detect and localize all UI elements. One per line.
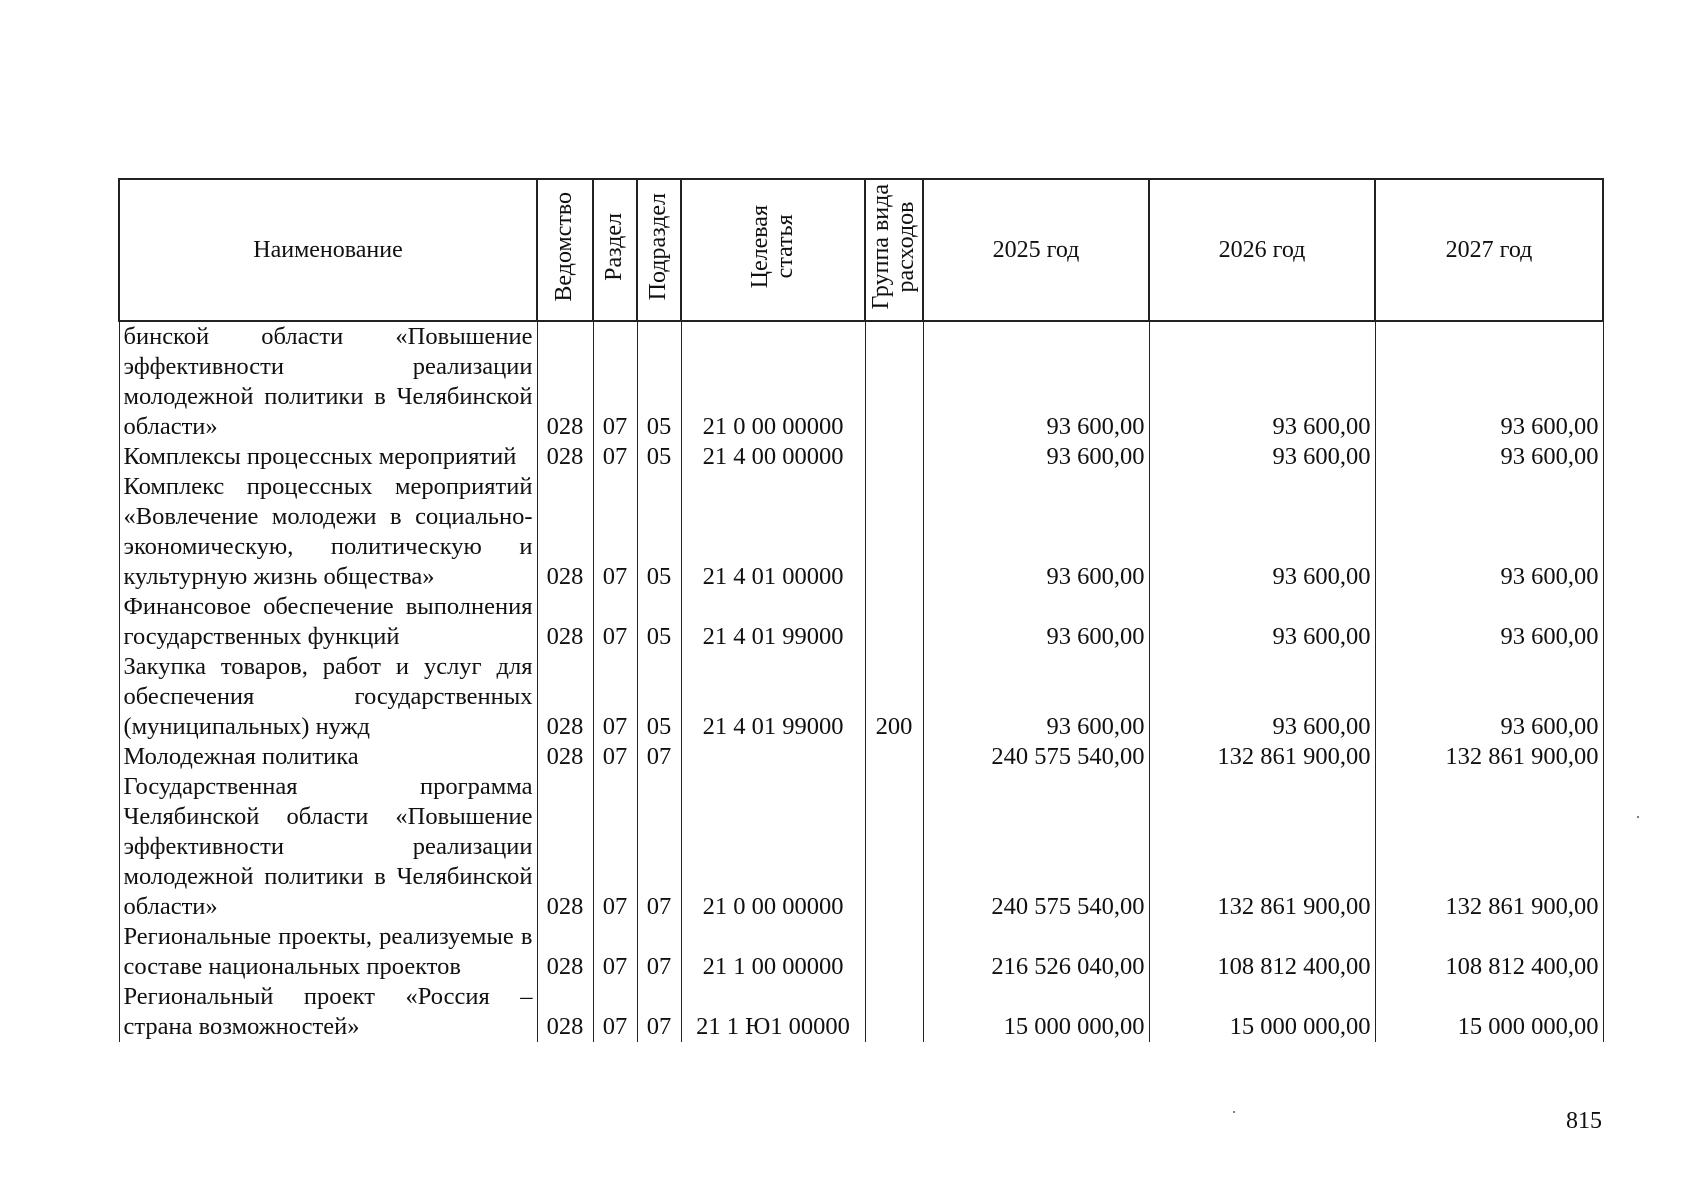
row-gruppa — [865, 982, 923, 1042]
table-row — [119, 742, 1603, 772]
row-2026: 93 600,00 — [1149, 652, 1375, 742]
row-2027: 93 600,00 — [1375, 472, 1603, 592]
row-vedomstvo: 028 — [537, 652, 593, 742]
budget-table — [118, 178, 1604, 1042]
row-2026: 132 861 900,00 — [1149, 772, 1375, 922]
header-name — [119, 179, 537, 321]
row-razdel: 07 — [593, 742, 637, 772]
header-name-label: Наименование — [253, 236, 403, 263]
header-gruppa-label — [869, 184, 919, 309]
row-2025: 93 600,00 — [923, 321, 1149, 442]
row-podrazdel: 07 — [637, 772, 681, 922]
row-2027: 132 861 900,00 — [1375, 772, 1603, 922]
row-vedomstvo: 028 — [537, 321, 593, 442]
header-tselevaya-statya — [681, 179, 865, 321]
row-gruppa — [865, 592, 923, 652]
row-podrazdel: 05 — [637, 592, 681, 652]
header-2025-label: 2025 год — [992, 236, 1080, 263]
row-2027: 15 000 000,00 — [1375, 982, 1603, 1042]
table-row — [119, 652, 1603, 742]
row-tselevaya-statya — [681, 742, 865, 772]
row-podrazdel: 05 — [637, 652, 681, 742]
header-podrazdel — [637, 179, 681, 321]
row-razdel: 07 — [593, 321, 637, 442]
row-vedomstvo: 028 — [537, 472, 593, 592]
table-row — [119, 442, 1603, 472]
header-tselevaya-line2: статья — [772, 214, 798, 279]
row-gruppa — [865, 472, 923, 592]
row-vedomstvo: 028 — [537, 982, 593, 1042]
header-tselevaya-line1: Целевая — [746, 204, 773, 289]
row-razdel: 07 — [593, 652, 637, 742]
row-2026: 108 812 400,00 — [1149, 922, 1375, 982]
scan-speck — [1637, 816, 1639, 818]
row-razdel: 07 — [593, 472, 637, 592]
header-2027 — [1375, 179, 1603, 321]
header-razdel-label: Раздел — [601, 212, 628, 281]
row-razdel: 07 — [593, 772, 637, 922]
row-gruppa — [865, 772, 923, 922]
row-name: Региональный проект «Россия – страна возможностей» — [119, 982, 537, 1042]
row-name: Молодежная политика — [119, 742, 537, 772]
row-gruppa: 200 — [865, 652, 923, 742]
header-gruppa-line1: Группа вида — [867, 183, 894, 310]
row-vedomstvo: 028 — [537, 922, 593, 982]
row-podrazdel: 07 — [637, 742, 681, 772]
row-tselevaya-statya: 21 4 01 00000 — [681, 472, 865, 592]
row-2026: 93 600,00 — [1149, 321, 1375, 442]
row-gruppa — [865, 442, 923, 472]
row-2027: 108 812 400,00 — [1375, 922, 1603, 982]
row-podrazdel: 05 — [637, 321, 681, 442]
row-2025: 93 600,00 — [923, 442, 1149, 472]
table-row — [119, 472, 1603, 592]
row-2027: 93 600,00 — [1375, 321, 1603, 442]
page-number: 815 — [1566, 1108, 1602, 1134]
row-2026: 132 861 900,00 — [1149, 742, 1375, 772]
row-2025: 15 000 000,00 — [923, 982, 1149, 1042]
header-2025 — [923, 179, 1149, 321]
table-row — [119, 321, 1603, 442]
row-2027: 93 600,00 — [1375, 652, 1603, 742]
row-tselevaya-statya: 21 0 00 00000 — [681, 772, 865, 922]
row-2026: 93 600,00 — [1149, 442, 1375, 472]
row-vedomstvo: 028 — [537, 772, 593, 922]
row-podrazdel: 05 — [637, 442, 681, 472]
row-tselevaya-statya: 21 1 Ю1 00000 — [681, 982, 865, 1042]
row-2025: 93 600,00 — [923, 592, 1149, 652]
row-2027: 132 861 900,00 — [1375, 742, 1603, 772]
header-razdel — [593, 179, 637, 321]
row-2026: 15 000 000,00 — [1149, 982, 1375, 1042]
header-gruppa-vida-rashodov — [865, 179, 923, 321]
header-vedomstvo — [537, 179, 593, 321]
row-2025: 216 526 040,00 — [923, 922, 1149, 982]
row-tselevaya-statya: 21 4 00 00000 — [681, 442, 865, 472]
row-name: Государственная программа Челябинской области «Повышение эффективности реализации молодежной политики в Челябинской области» — [119, 772, 537, 922]
row-gruppa — [865, 922, 923, 982]
row-gruppa — [865, 321, 923, 442]
row-2025: 240 575 540,00 — [923, 742, 1149, 772]
row-2025: 93 600,00 — [923, 652, 1149, 742]
header-vedomstvo-label: Ведомство — [551, 191, 578, 302]
table-row — [119, 982, 1603, 1042]
header-2026 — [1149, 179, 1375, 321]
header-2026-label: 2026 год — [1218, 236, 1306, 263]
row-vedomstvo: 028 — [537, 442, 593, 472]
row-razdel: 07 — [593, 442, 637, 472]
table-header-row — [119, 179, 1603, 321]
row-razdel: 07 — [593, 592, 637, 652]
header-2027-label: 2027 год — [1445, 236, 1533, 263]
row-2025: 93 600,00 — [923, 472, 1149, 592]
row-2026: 93 600,00 — [1149, 472, 1375, 592]
row-tselevaya-statya: 21 1 00 00000 — [681, 922, 865, 982]
row-podrazdel: 07 — [637, 982, 681, 1042]
row-razdel: 07 — [593, 922, 637, 982]
row-name: Региональные проекты, реализуемые в составе национальных проектов — [119, 922, 537, 982]
row-2026: 93 600,00 — [1149, 592, 1375, 652]
row-vedomstvo: 028 — [537, 742, 593, 772]
row-tselevaya-statya: 21 4 01 99000 — [681, 652, 865, 742]
row-razdel: 07 — [593, 982, 637, 1042]
row-2025: 240 575 540,00 — [923, 772, 1149, 922]
row-2027: 93 600,00 — [1375, 442, 1603, 472]
row-podrazdel: 05 — [637, 472, 681, 592]
row-name: Финансовое обеспечение выполнения государственных функций — [119, 592, 537, 652]
header-podrazdel-label: Подраздел — [645, 192, 672, 301]
row-tselevaya-statya: 21 4 01 99000 — [681, 592, 865, 652]
table-row — [119, 592, 1603, 652]
row-name: Комплексы процессных мероприятий — [119, 442, 537, 472]
row-vedomstvo: 028 — [537, 592, 593, 652]
table-row — [119, 772, 1603, 922]
budget-table-sheet — [118, 178, 1602, 1042]
row-2027: 93 600,00 — [1375, 592, 1603, 652]
header-tselevaya-statya-label — [748, 205, 798, 288]
scan-speck — [1233, 1111, 1235, 1113]
header-gruppa-line2: расходов — [893, 201, 919, 292]
row-gruppa — [865, 742, 923, 772]
row-name: Комплекс процессных мероприятий «Вовлечение молодежи в социально-экономическую, политическую и культурную жизнь общества» — [119, 472, 537, 592]
table-row — [119, 922, 1603, 982]
row-podrazdel: 07 — [637, 922, 681, 982]
row-tselevaya-statya: 21 0 00 00000 — [681, 321, 865, 442]
row-name: бинской области «Повышение эффективности реализации молодежной политики в Челябинской области» — [119, 321, 537, 442]
row-name: Закупка товаров, работ и услуг для обеспечения государственных (муниципальных) нужд — [119, 652, 537, 742]
